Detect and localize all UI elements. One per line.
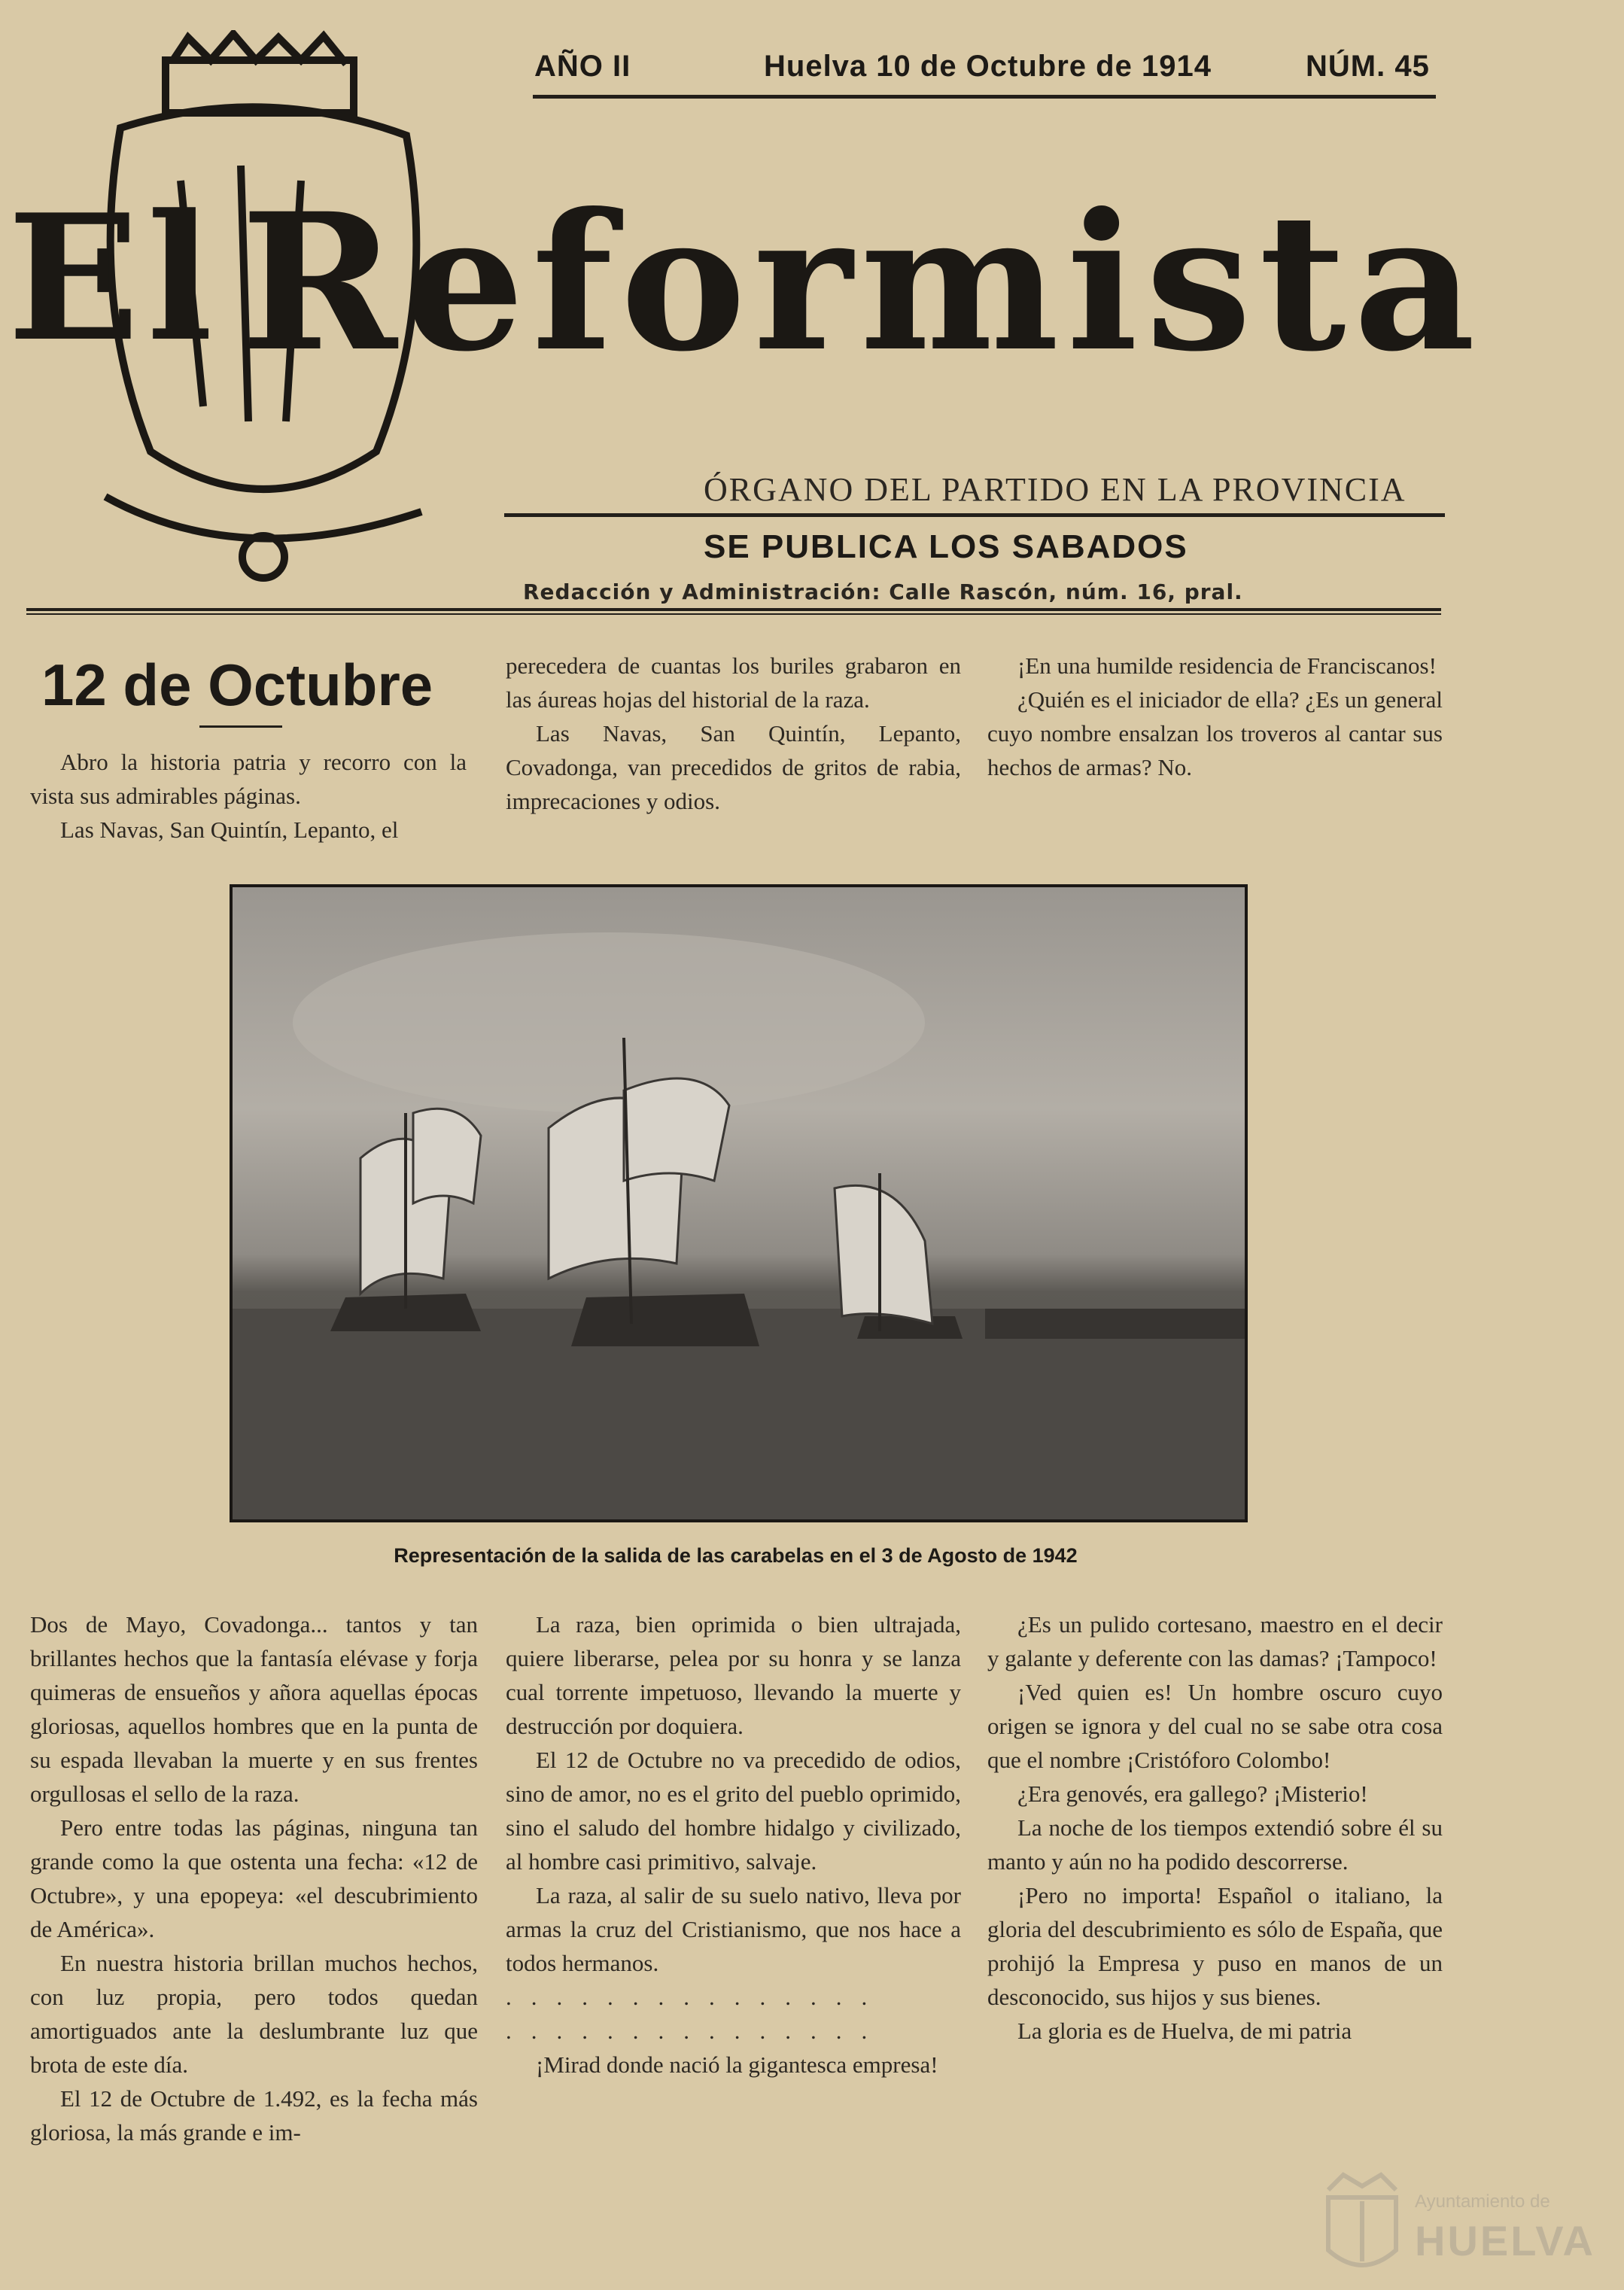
organ-rule [504,513,1445,517]
paragraph: ¡Ved quien es! Un hombre oscuro cuyo origen se ignora y del cual no se sabe otra cosa que el nombre ¡Cristóforo Colombo! [987,1679,1443,1773]
paragraph: Pero entre todas las páginas, ninguna tan grande como la que ostenta una fecha: «12 de Octubre», y una epopeya: «el descubrimiento de América». [30,1814,478,1942]
upper-column-1 [30,745,467,847]
article-headline: 12 de Octubre [41,652,433,718]
paragraph: La noche de los tiempos extendió sobre él su manto y aún no ha podido descorrerse. [987,1814,1443,1875]
paragraph: En nuestra historia brillan muchos hechos, con luz propia, pero todos quedan amortiguados ante la deslumbrante luz que brota de este día. [30,1950,478,2078]
organ-subtitle: ÓRGANO DEL PARTIDO EN LA PROVINCIA [704,471,1407,508]
issue-year: AÑO II [534,50,631,83]
issue-date: Huelva 10 de Octubre de 1914 [764,50,1212,83]
masthead-rule-2 [26,613,1441,615]
issue-number: NÚM. 45 [1306,50,1430,83]
paragraph: Las Navas, San Quintín, Lepanto, el [60,817,399,843]
headline-underline [199,725,282,728]
caravels-photo [230,884,1248,1522]
caravels-illustration [233,887,1245,1519]
paragraph: ¿Era genovés, era gallego? ¡Misterio! [1017,1781,1368,1807]
paragraph: El 12 de Octubre no va precedido de odios, sino de amor, no es el grito del pueblo oprimido, sino el saludo del hombre hidalgo y civilizado, al hombre casi primitivo, salvaje. [506,1747,961,1875]
top-rule [533,95,1436,99]
masthead-rule-1 [26,608,1441,611]
photo-caption: Representación de la salida de las carabelas en el 3 de Agosto de 1942 [394,1544,1078,1567]
masthead-title-el: El [8,177,220,380]
dotted-separator: ............... [506,2018,887,2044]
paragraph: ¿Es un pulido cortesano, maestro en el decir y galante y deferente con las damas? ¡Tampoco! [987,1611,1443,1671]
paragraph: Dos de Mayo, Covadonga... tantos y tan brillantes hechos que la fantasía elévase y forja quimeras de ensueños y añora aquellas épocas gloriosas, aquellos hombres que en la punta de su espada llevaban la muerte y en sus frentes orgullosas el sello de la raza. [30,1611,478,1807]
editorial-address: Redacción y Administración: Calle Rascón, núm. 16, pral. [523,579,1243,604]
paragraph: La raza, al salir de su suelo nativo, lleva por armas la cruz del Cristianismo, que nos hace a todos hermanos. [506,1882,961,1976]
paragraph: ¿Quién es el iniciador de ella? ¿Es un general cuyo nombre ensalzan los troveros al cantar sus hechos de armas? No. [987,686,1443,780]
upper-column-2 [506,649,961,818]
paragraph: Abro la historia patria y recorro con la vista sus admirables páginas. [30,749,467,809]
lower-column-2 [506,1607,961,2082]
paragraph: Las Navas, San Quintín, Lepanto, Covadonga, van precedidos de gritos de rabia, imprecaciones y odios. [506,720,961,814]
paragraph: ¡En una humilde residencia de Franciscanos! [1017,652,1437,679]
paragraph: El 12 de Octubre de 1.492, es la fecha más gloriosa, la más grande e im- [30,2085,478,2146]
paragraph: perecedera de cuantas los buriles grabaron en las áureas hojas del historial de la raza. [506,652,961,713]
paragraph: La gloria es de Huelva, de mi patria [1017,2018,1352,2044]
lower-column-3 [987,1607,1443,2048]
masthead-title: Reformista [241,172,1483,393]
paragraph: La raza, bien oprimida o bien ultrajada, quiere liberarse, pelea por su honra y se lanza cual torrente impetuoso, llevando la muerte y destrucción por doquiera. [506,1611,961,1739]
watermark-line-1: Ayuntamiento de [1415,2191,1550,2212]
dotted-separator: ............... [506,1984,887,2010]
paragraph: ¡Mirad donde nació la gigantesca empresa! [536,2051,938,2078]
publication-schedule: SE PUBLICA LOS SABADOS [704,528,1188,565]
paragraph: ¡Pero no importa! Español o italiano, la gloria del descubrimiento es sólo de España, que prohijó la Empresa y puso en manos de un desconocido, sus hijos y sus bienes. [987,1882,1443,2010]
city-seal-icon [1313,2167,1411,2280]
upper-column-3 [987,649,1443,784]
watermark-line-2: HUELVA [1415,2217,1595,2264]
lower-column-1 [30,1607,478,2149]
